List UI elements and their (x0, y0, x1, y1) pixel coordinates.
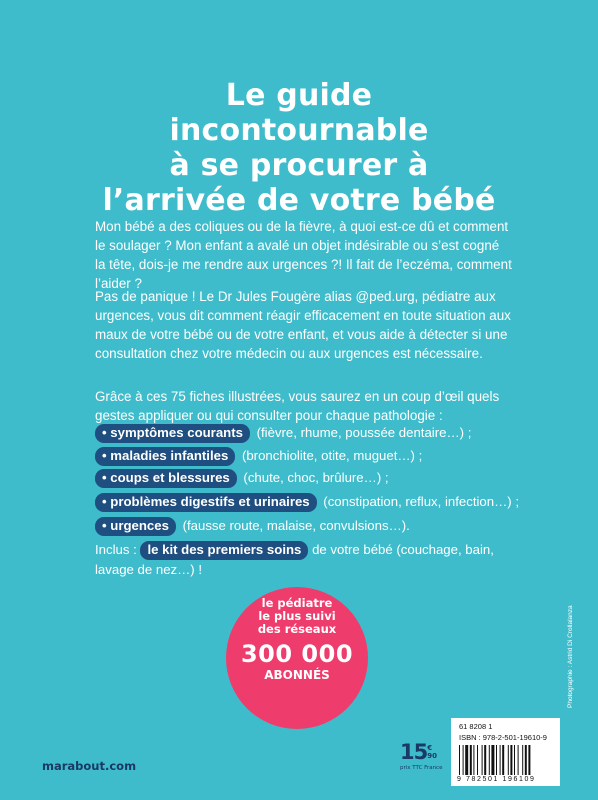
follower-count: 300 000 (240, 640, 354, 668)
category-tag: • urgences (95, 517, 176, 536)
inclus-paragraph (95, 540, 525, 579)
price-cents: 90 (427, 752, 437, 760)
badge-line: le pédiatre (261, 596, 333, 610)
photo-credit: Photographie : Astrid Di Crollalanza (567, 605, 574, 708)
list-item (95, 516, 535, 536)
barcode-label (451, 718, 560, 786)
price-fraction (427, 744, 437, 760)
content-paragraph: Grâce à ces 75 fiches illustrées, vous saurez en un coup d’œil quels gestes appliquer ou qui consulter pour chaque pathologie : (95, 389, 500, 423)
price-note: prix TTC France (400, 765, 443, 771)
category-tag: • symptômes courants (95, 424, 250, 443)
category-tag: • maladies infantiles (95, 447, 235, 466)
headline-line: Le guide (225, 78, 373, 113)
badge-line: des réseaux (257, 622, 337, 636)
barcode-icon (457, 745, 554, 775)
price-currency: € (427, 744, 433, 752)
headline (0, 78, 598, 218)
kit-tag: le kit des premiers soins (140, 541, 308, 560)
follower-unit: ABONNÉS (264, 668, 330, 682)
category-examples: (chute, choc, brûlure…) ; (243, 470, 389, 485)
barcode-number: 9 782501 196109 (457, 776, 536, 783)
intro-paragraph: Mon bébé a des coliques ou de la fièvre, à quoi est-ce dû et comment le soulager ? Mon enfant a avalé un objet indésirable ou s’est cogné la tête, dois-je me rendre aux urgences ?! Il fait de l’eczéma, comment l’aider ? (95, 219, 512, 291)
list-item (95, 492, 535, 512)
product-code: 61 8208 1 (459, 722, 493, 731)
list-item (95, 468, 535, 488)
headline-line: incontournable (169, 113, 429, 148)
author-paragraph: Pas de panique ! Le Dr Jules Fougère alias @ped.urg, pédiatre aux urgences, vous dit comment réagir efficacement en toute situation aux maux de votre bébé ou de votre enfant, et vous aide à détecter si une consultation chez votre médecin ou aux urgences est nécessaire. (95, 289, 511, 361)
list-item (95, 446, 535, 466)
list-item (95, 423, 535, 443)
category-examples: (constipation, reflux, infection…) ; (323, 494, 519, 509)
headline-line: à se procurer à (169, 148, 429, 183)
price-euros: 15 (400, 740, 428, 764)
inclus-prefix: Inclus : (95, 542, 137, 557)
inclus-suffix: de votre bébé (couchage, bain, lavage de nez…) ! (95, 542, 494, 577)
isbn: ISBN : 978-2-501-19610-9 (459, 733, 547, 742)
headline-line: l’arrivée de votre bébé (102, 183, 496, 218)
category-tag: • problèmes digestifs et urinaires (95, 493, 317, 512)
followers-badge (226, 587, 368, 729)
category-tag: • coups et blessures (95, 469, 237, 488)
category-examples: (fièvre, rhume, poussée dentaire…) ; (256, 425, 472, 440)
price (400, 740, 450, 771)
publisher-url: marabout.com (42, 759, 137, 773)
category-examples: (bronchiolite, otite, muguet…) ; (241, 448, 423, 463)
badge-line: le plus suivi (258, 609, 336, 623)
category-examples: (fausse route, malaise, convulsions…). (182, 518, 410, 533)
